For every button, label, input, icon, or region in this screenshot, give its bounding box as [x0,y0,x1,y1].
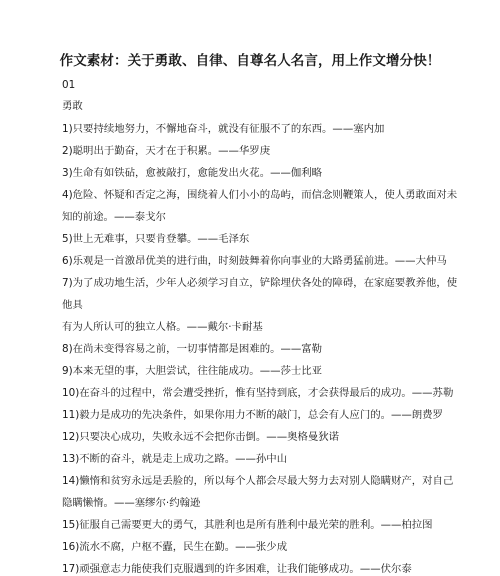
quote-line: 他具 [62,299,83,311]
quote-line: 2)聪明出于勤奋，天才在于积累。——华罗庚 [62,145,271,157]
quote-line: 7)为了成功地生活，少年人必须学习自立，铲除埋伏各处的障碍，在家庭要教养他，使 [62,277,458,289]
quote-line: 知的前途。——泰戈尔 [62,211,166,223]
quote-line: 9)本来无望的事，大胆尝试，往往能成功。——莎士比亚 [62,365,323,377]
document-title: 作文素材：关于勇敢、自律、自尊名人名言，用上作文增分快！ [59,53,441,69]
section-heading: 勇敢 [62,100,83,112]
quote-line: 有为人所认可的独立人格。——戴尔·卡耐基 [62,321,263,333]
quote-line: 15)征服自己需要更大的勇气，其胜利也是所有胜利中最光荣的胜利。——柏拉图 [62,519,433,531]
quote-line: 4)危险、怀疑和否定之海，围绕着人们小小的岛屿，而信念则鞭策人，使人勇敢面对未 [62,189,458,201]
quote-line: 5)世上无难事，只要肯登攀。——毛泽东 [62,233,250,245]
quote-line: 11)毅力是成功的先决条件，如果你用力不断的敲门，总会有人应门的。——朗费罗 [62,409,443,421]
quote-line: 17)顽强意志力能使我们克服遇到的许多困难，让我们能够成功。——伏尔泰 [62,563,412,575]
quote-line: 12)只要决心成功，失败永远不会把你击倒。——奥格曼狄诺 [62,431,340,443]
quote-line: 10)在奋斗的过程中，常会遭受挫折，惟有坚持到底，才会获得最后的成功。——苏勒 [62,387,454,399]
quote-line: 隐瞒懒惰。——塞缪尔·约翰逊 [62,497,201,509]
quote-line: 14)懒惰和贫穷永远是丢脸的，所以每个人都会尽最大努力去对别人隐瞒财产，对自己 [62,475,454,487]
quote-line: 6)乐观是一首激昂优美的进行曲，时刻鼓舞着你向事业的大路勇猛前进。——大仲马 [62,255,447,267]
quote-line: 13)不断的奋斗，就是走上成功之路。——孙中山 [62,453,288,465]
quote-line: 16)流水不腐，户枢不蠹，民生在勤。——张少成 [62,541,288,553]
quote-line: 8)在尚未变得容易之前，一切事情都是困难的。——富勒 [62,343,323,355]
section-number: 01 [62,79,76,91]
quote-line: 3)生命有如铁砧，愈被敲打，愈能发出火花。——伽利略 [62,167,323,179]
quote-line: 1)只要持续地努力，不懈地奋斗，就没有征服不了的东西。——塞内加 [62,123,385,135]
